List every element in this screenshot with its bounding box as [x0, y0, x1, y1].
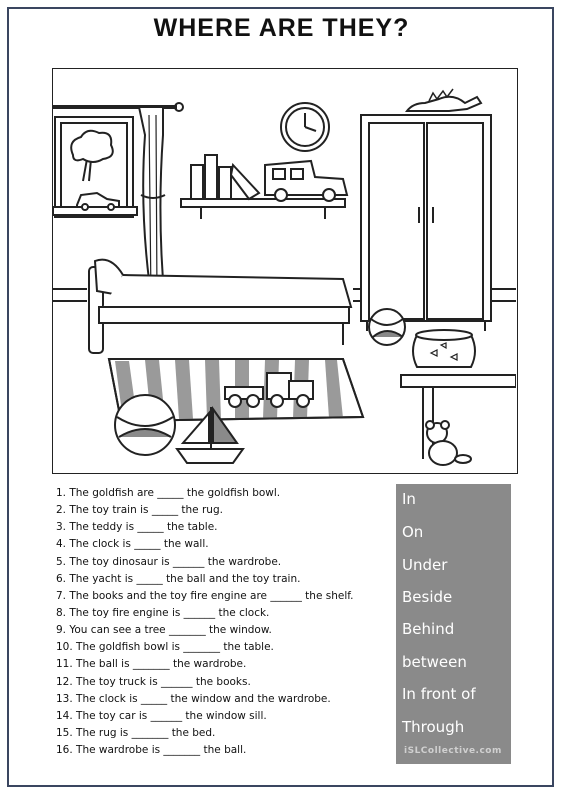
watermark: iSLCollective.com [404, 746, 502, 756]
question-item: 4. The clock is _____ the wall. [56, 538, 209, 551]
word-bank-item: between [402, 653, 467, 671]
question-item: 15. The rug is _______ the bed. [56, 726, 216, 739]
question-list [56, 485, 396, 759]
worksheet-title: WHERE ARE THEY? [153, 14, 410, 42]
question-item: 10. The goldfish bowl is _______ the table. [56, 641, 274, 654]
question-item: 9. You can see a tree _______ the window. [56, 624, 272, 637]
tree-icon [71, 131, 113, 181]
question-item: 6. The yacht is _____ the ball and the toy train. [56, 572, 301, 585]
word-bank-item: Behind [402, 620, 455, 638]
question-item: 7. The books and the toy fire engine are ______ the shelf. [56, 589, 354, 602]
question-item: 3. The teddy is _____ the table. [56, 521, 218, 534]
goldfish-bowl-icon [413, 330, 475, 367]
ball-icon [369, 309, 405, 345]
question-item: 8. The toy fire engine is ______ the clock. [56, 606, 270, 619]
word-bank-item: In [402, 490, 416, 508]
bed-icon [89, 260, 351, 353]
question-item: 16. The wardrobe is _______ the ball. [56, 744, 247, 757]
big-ball-icon [115, 395, 175, 455]
toy-fire-engine-icon [265, 161, 347, 201]
teddy-icon [426, 421, 471, 465]
wardrobe-icon [361, 115, 491, 331]
shelf-icon [181, 199, 345, 219]
book-icon [191, 155, 259, 199]
word-bank-item: In front of [402, 685, 476, 703]
question-item: 2. The toy train is _____ the rug. [56, 504, 223, 517]
toy-dinosaur-icon [407, 89, 481, 111]
question-item: 14. The toy car is ______ the window sill. [56, 709, 267, 722]
word-bank [396, 484, 511, 764]
word-bank-item: Through [402, 718, 465, 736]
toy-car-icon [77, 193, 119, 210]
question-item: 5. The toy dinosaur is ______ the wardrobe. [56, 555, 282, 568]
question-item: 1. The goldfish are _____ the goldfish bowl. [56, 487, 281, 499]
table-icon [401, 375, 516, 459]
word-bank-item: On [402, 523, 424, 541]
question-item: 12. The toy truck is ______ the books. [56, 675, 251, 688]
question-item: 11. The ball is _______ the wardrobe. [56, 658, 247, 671]
word-bank-item: Beside [402, 588, 453, 606]
clock-icon [281, 103, 329, 151]
bedroom-illustration [52, 68, 518, 474]
word-bank-item: Under [402, 556, 448, 574]
question-item: 13. The clock is _____ the window and the wardrobe. [56, 692, 331, 705]
